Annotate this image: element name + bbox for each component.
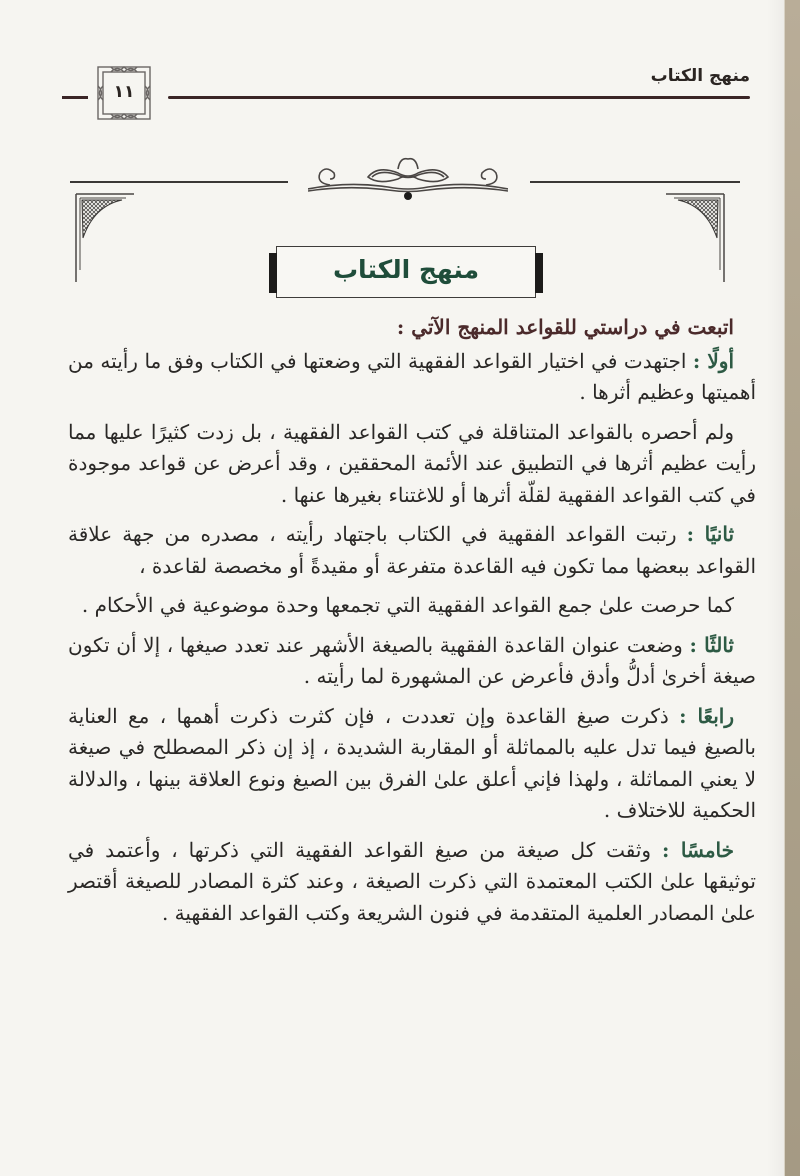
running-header <box>40 62 750 122</box>
mesh-corner-ornament-right-icon <box>664 192 726 284</box>
paragraph-second-continued <box>68 590 756 622</box>
header-rule-left <box>62 96 88 99</box>
paragraph-label: ثالثًا : <box>689 632 734 657</box>
paragraph-text: ذكرت صيغ القاعدة وإن تعددت ، فإن كثرت ذكرت أهمها ، مع العناية بالصيغ فيما تدل عليه بالمماثلة أو المقاربة الشديدة ، إذ إن ذكر المصطلح في صيغة لا يعني المماثلة ، ولهذا فإني أعلق علىٰ الفرق بين الصيغ ونوع العلاقة بينها ، والدلالة الحكمية للاختلاف . <box>68 703 756 822</box>
heading-bar-right <box>535 253 543 293</box>
scroll-flourish-ornament <box>60 155 740 205</box>
paragraph-text: اجتهدت في اختيار القواعد الفقهية التي وضعتها في الكتاب وفق ما رأيته من أهميتها وعظيم أثرها . <box>68 348 756 404</box>
heading-bar-left <box>269 253 277 293</box>
paragraph-fifth <box>68 835 756 930</box>
page-edge <box>784 0 800 1176</box>
page-number: ١١ <box>113 82 135 102</box>
paragraph-fourth <box>68 701 756 827</box>
paragraph-label: خامسًا : <box>662 837 734 862</box>
paragraph-label: رابعًا : <box>679 703 734 728</box>
paragraph-text: ولم أحصره بالقواعد المتناقلة في كتب القواعد الفقهية ، بل زدت كثيرًا عليها مما رأيت عظيم أثرها في التطبيق عند الأئمة المحققين ، وقد أعرض عن قواعد موجودة في كتب القواعد الفقهية لقلّة أثرها أو للاغتناء بغيرها عنها . <box>68 419 757 507</box>
paragraph-first-continued <box>68 417 756 512</box>
paragraph-first <box>68 346 756 409</box>
paragraph-text: رتبت القواعد الفقهية في الكتاب باجتهاد رأيته ، مصدره من جهة علاقة القواعد ببعضها مما تكون فيه القاعدة متفرعة أو مقيدةً أو مخصصة لقاعدة ، <box>68 522 756 578</box>
page-shadow <box>767 0 785 1176</box>
paragraph-text: وضعت عنوان القاعدة الفقهية بالصيغة الأشهر عند تعدد صيغها ، إلا أن تكون صيغة أخرىٰ أدلُّ وأدق فأعرض عن المشهورة لما رأيته . <box>68 632 756 688</box>
header-rule <box>168 96 750 99</box>
paragraph-third <box>68 630 756 693</box>
body-text <box>68 312 756 937</box>
mesh-corner-ornament-left-icon <box>74 192 136 284</box>
paragraph-label: أولًا : <box>692 348 735 373</box>
paragraph-text: كما حرصت علىٰ جمع القواعد الفقهية التي تجمعها وحدة موضوعية في الأحكام . <box>81 593 734 617</box>
intro-line: اتبعت في دراستي للقواعد المنهج الآتي : <box>396 315 734 339</box>
running-title: منهج الكتاب <box>650 66 750 86</box>
flourish-icon <box>308 155 508 205</box>
chapter-heading-box <box>276 246 536 298</box>
paragraph-second <box>68 519 756 582</box>
paragraph-text: وثقت كل صيغة من صيغ القواعد الفقهية التي ذكرتها ، وأعتمد في توثيقها علىٰ الكتب المعتمدة التي ذكرت الصيغة ، وعند كثرة المصادر للصيغة أقتصر علىٰ المصادر العلمية المتقدمة في فنون الشريعة وكتب القواعد الفقهية . <box>68 837 756 925</box>
chapter-title: منهج الكتاب <box>332 255 480 284</box>
paragraph-label: ثانيًا : <box>686 522 735 546</box>
ornament-rule-right <box>530 181 740 183</box>
page-number-frame-icon <box>93 62 155 124</box>
ornament-rule-left <box>70 181 288 183</box>
